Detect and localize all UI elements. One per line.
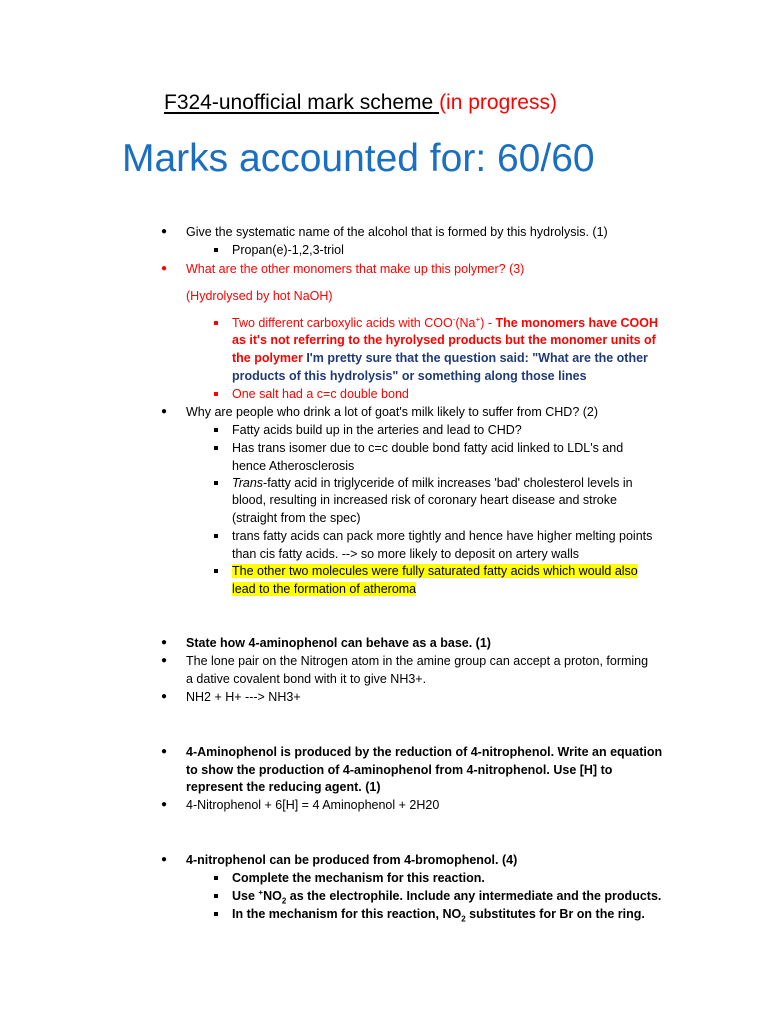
bullet-square: [214, 392, 218, 396]
answer-saturated-line1: [232, 562, 638, 580]
bullet-square: [214, 912, 218, 916]
step-text: NO: [263, 889, 282, 903]
answer-lone-pair-line2: a dative covalent bond with it to give NH3+.: [186, 672, 427, 686]
answer-trans-isomer-line1: Has trans isomer due to c=c double bond fatty acid linked to LDL's and: [232, 441, 624, 455]
bullet-dot: ●: [161, 263, 168, 274]
bullet-square: [214, 446, 218, 450]
step-text: Use: [232, 889, 259, 903]
status-text: (in progress): [439, 91, 557, 114]
superscript: -: [452, 314, 456, 324]
question-reduction-line2: to show the production of 4-aminophenol from 4-nitrophenol. Use [H] to: [186, 763, 613, 777]
bullet-square: [214, 248, 218, 252]
question-chd: Why are people who drink a lot of goat's milk likely to suffer from CHD? (2): [186, 405, 599, 419]
subscript: 2: [461, 914, 466, 924]
highlighted-text: lead to the formation of atheroma: [232, 582, 417, 596]
answer-text: ) -: [480, 316, 496, 330]
question-reduction-line1: 4-Aminophenol is produced by the reduction of 4-nitrophenol. Write an equation: [186, 745, 663, 759]
answer-lone-pair-line1: The lone pair on the Nitrogen atom in the amine group can accept a proton, forming: [186, 654, 649, 668]
step-electrophile: [232, 887, 661, 905]
question-base: State how 4-aminophenol can behave as a base. (1): [186, 636, 491, 650]
answer-text: -fatty acid in triglyceride of milk increases 'bad' cholesterol levels in: [263, 476, 633, 490]
answer-carboxylic-line4: products of this hydrolysis" or something along those lines: [232, 369, 587, 383]
answer-spec-line2: blood, resulting in increased risk of coronary heart disease and stroke: [232, 493, 617, 507]
marks-heading: Marks accounted for: 60/60: [122, 137, 595, 180]
answer-packing-line2: than cis fatty acids. --> so more likely to deposit on artery walls: [232, 547, 580, 561]
bullet-square: [214, 876, 218, 880]
answer-fatty-acids: Fatty acids build up in the arteries and lead to CHD?: [232, 423, 522, 437]
step-mechanism: Complete the mechanism for this reaction.: [232, 871, 485, 885]
step-text: substitutes for Br on the ring.: [465, 907, 645, 921]
answer-carboxylic-line1: [232, 314, 658, 332]
answer-alcohol: Propan(e)-1,2,3-triol: [232, 243, 344, 257]
bullet-square: [214, 321, 218, 325]
step-text: as the electrophile. Include any intermediate and the products.: [286, 889, 662, 903]
superscript: +: [475, 314, 481, 324]
answer-carboxylic-line3: [232, 349, 648, 367]
bullet-dot: ●: [161, 655, 168, 666]
bullet-dot: ●: [161, 854, 168, 865]
bullet-dot: ●: [161, 406, 168, 417]
question-alcohol: Give the systematic name of the alcohol that is formed by this hydrolysis. (1): [186, 225, 608, 239]
answer-red-text: the polymer: [232, 351, 307, 365]
answer-spec-line3: (straight from the spec): [232, 511, 361, 525]
answer-saturated-line2: [232, 580, 416, 598]
bullet-square: [214, 428, 218, 432]
italic-text: Trans: [232, 476, 264, 490]
bullet-dot: ●: [161, 799, 168, 810]
answer-packing-line1: trans fatty acids can pack more tightly and hence have higher melting points: [232, 529, 653, 543]
bullet-square: [214, 534, 218, 538]
answer-text: (Na: [455, 316, 476, 330]
document-title: [164, 88, 557, 118]
bullet-square: [214, 569, 218, 573]
answer-bold-text: The monomers have COOH: [495, 316, 659, 330]
highlighted-text: The other two molecules were fully saturated fatty acids which would also: [232, 564, 638, 578]
bullet-dot: ●: [161, 746, 168, 757]
bullet-dot: ●: [161, 226, 168, 237]
answer-salt: One salt had a c=c double bond: [232, 387, 409, 401]
answer-text: Two different carboxylic acids with COO: [232, 316, 453, 330]
subscript: 2: [281, 896, 287, 906]
question-reduction-line3: represent the reducing agent. (1): [186, 780, 381, 794]
answer-navy-text: I'm pretty sure that the question said: "What are the other: [306, 351, 648, 365]
superscript: +: [258, 887, 264, 897]
answer-reduction: 4-Nitrophenol + 6[H] = 4 Aminophenol + 2H20: [186, 798, 440, 812]
step-text: In the mechanism for this reaction, NO: [232, 907, 462, 921]
question-nitrophenol: 4-nitrophenol can be produced from 4-bromophenol. (4): [186, 853, 518, 867]
answer-spec-line1: [232, 474, 633, 492]
bullet-square: [214, 894, 218, 898]
question-monomers: What are the other monomers that make up this polymer? (3): [186, 262, 525, 276]
answer-carboxylic-line2: as it's not referring to the hyrolysed products but the monomer units of: [232, 333, 656, 347]
answer-trans-isomer-line2: hence Atherosclerosis: [232, 459, 355, 473]
step-substitution: [232, 905, 645, 923]
note-hydrolysed: (Hydrolysed by hot NaOH): [186, 289, 333, 303]
bullet-dot: ●: [161, 691, 168, 702]
bullet-square: [214, 481, 218, 485]
answer-equation: NH2 + H+ ---> NH3+: [186, 690, 301, 704]
bullet-dot: ●: [161, 637, 168, 648]
title-text: F324-unofficial mark scheme: [164, 91, 440, 114]
